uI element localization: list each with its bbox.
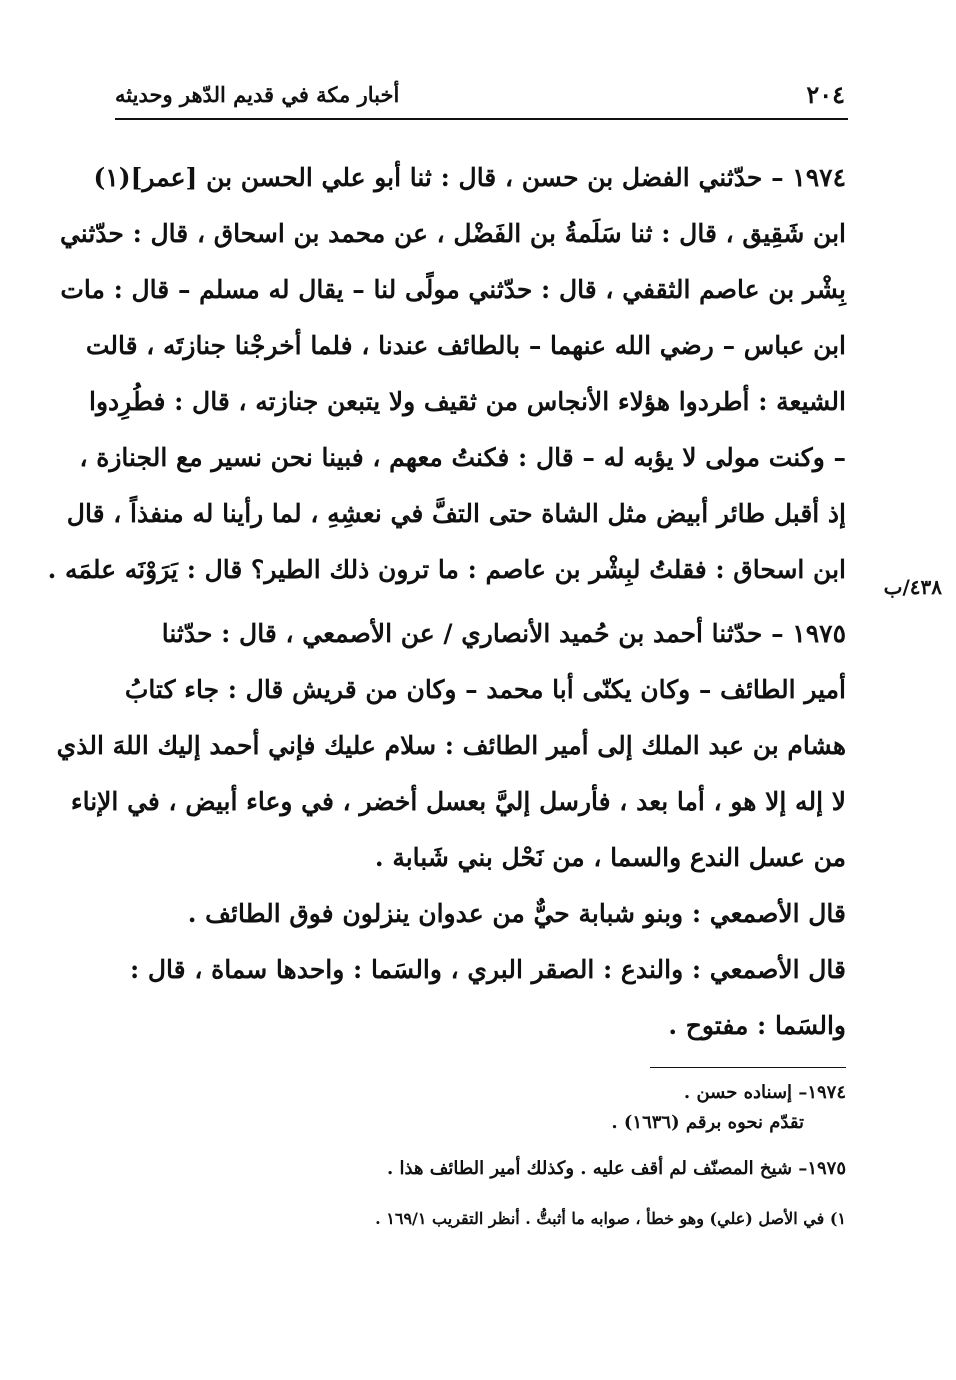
text-line: ١٩٧٥ – حدّثنا أحمد بن حُميد الأنصاري / عن الأصمعي ، قال : حدّثنا [161,619,846,648]
footnotes [240,1078,846,1234]
paragraph-1974 [47,150,846,598]
text-line: إذ أقبل طائر أبيض مثل الشاة حتى التفَّ في نعشِهِ ، لما رأينا له منفذاً ، قال [66,499,846,528]
paragraph-gap [118,598,846,606]
header-rule [115,118,848,120]
page-header [115,78,845,114]
text-line: – وكنت مولى لا يؤبه له – قال : فكنتُ معهم ، فبينا نحن نسير مع الجنازة ، [79,443,846,472]
footnote-1974-detail: تقدّم نحوه برقم (١٦٣٦) . [611,1112,804,1133]
text-line: هشام بن عبد الملك إلى أمير الطائف : سلام عليك فإني أحمد إليك اللهَ الذي [56,731,846,760]
running-title: أخبار مكة في قديم الدّهر وحديثه [115,82,400,107]
page-number: ٢٠٤ [806,80,845,109]
margin-folio-note: ٤٣٨/ب [883,575,942,599]
text-line: قال الأصمعي : وبنو شبابة حيٌّ من عدوان ينزلون فوق الطائف . [187,899,846,928]
paragraph-asmai-2 [118,942,846,1054]
text-line: بِشْر بن عاصم الثقفي ، قال : حدّثني مولًى لنا – يقال له مسلم – قال : مات [60,275,846,304]
text-line: أمير الطائف – وكان يكنّى أبا محمد – وكان من قريش قال : جاء كتابُ [124,675,846,704]
text-line: من عسل الندع والسما ، من نَحْل بني شَبابة . [374,843,846,872]
main-text [47,150,846,1054]
text-line: ابن عباس – رضي الله عنهما – بالطائف عندنا ، فلما أخرجْنا جنازتَه ، قالت [85,331,846,360]
footnote-note-1: ١) في الأصل (علي) وهو خطأ ، صوابه ما أثبتُّ . أنظر التقريب ١٦٩/١ . [375,1209,846,1228]
footnote-1974: ١٩٧٤– إسناده حسن . [683,1082,846,1103]
paragraph-asmai-1 [118,886,846,942]
text-line: ابن شَقِيق ، قال : ثنا سَلَمةُ بن الفَضْل ، عن محمد بن اسحاق ، قال : حدّثني [59,219,846,248]
text-line: قال الأصمعي : والندع : الصقر البري ، والسَما : واحدها سماة ، قال : [129,955,846,984]
text-line: لا إله إلا هو ، أما بعد ، فأرسل إليَّ بعسل أخضر ، في وعاء أبيض ، في الإناء [70,787,846,816]
text-line: الشيعة : أطردوا هؤلاء الأنجاس من ثقيف ولا يتبعن جنازته ، قال : فطُرِدوا [89,387,846,416]
footnote-1975: ١٩٧٥– شيخ المصنّف لم أقف عليه . وكذلك أمير الطائف هذا . [386,1158,846,1179]
text-line: ابن اسحاق : فقلتُ لبِشْر بن عاصم : ما ترون ذلك الطير؟ قال : يَرَوْنَه علمَه . [47,555,846,584]
text-line: ١٩٧٤ – حدّثني الفضل بن حسن ، قال : ثنا أبو علي الحسن بن [عمر](١) [93,163,846,192]
paragraph-1975 [56,606,846,886]
text-line: والسَما : مفتوح . [668,1011,846,1040]
footnote-rule [650,1067,846,1068]
